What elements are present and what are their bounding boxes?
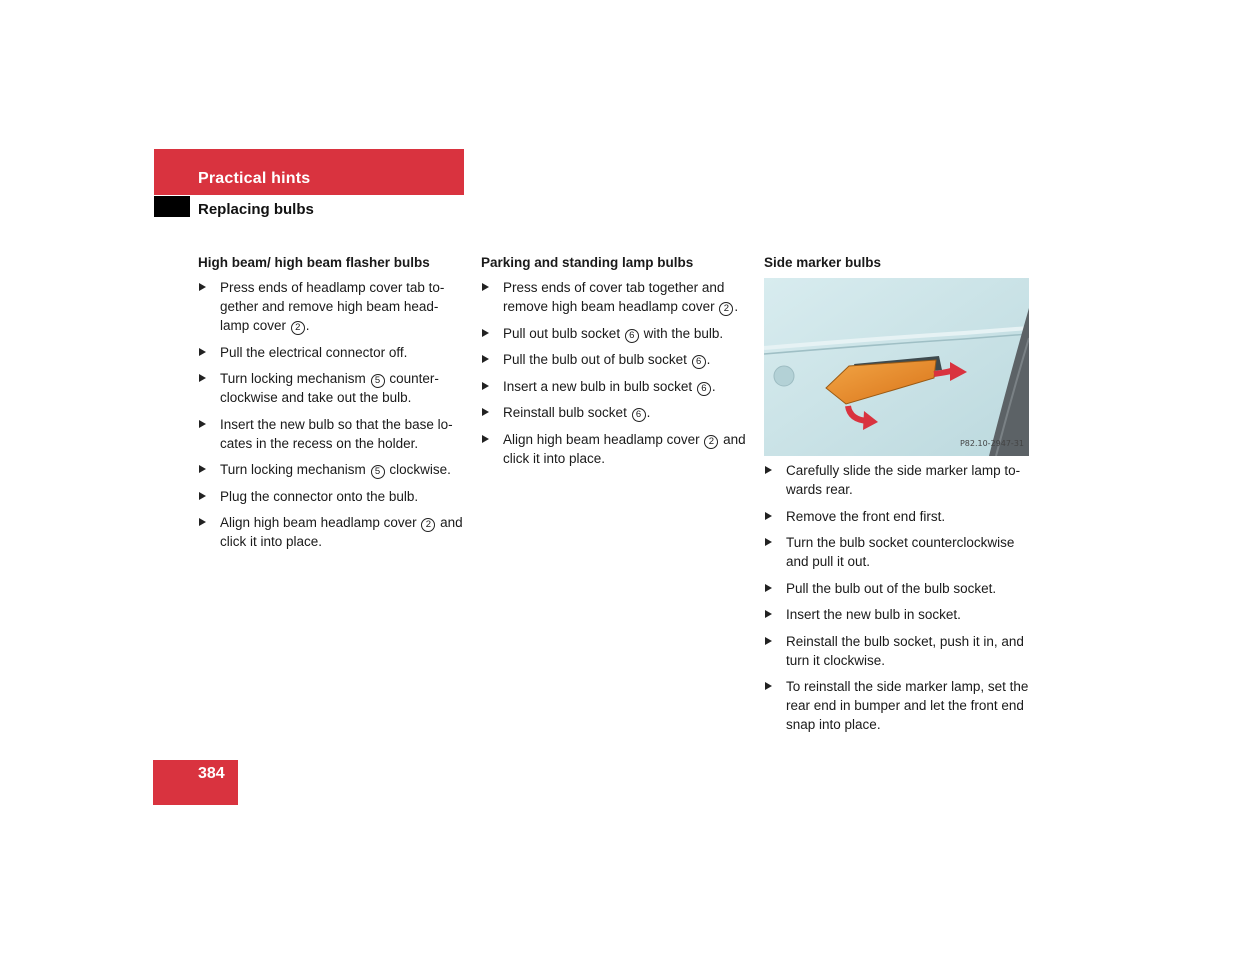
part-number-badge: 2 (719, 302, 733, 316)
step-text: Align high beam headlamp cover (503, 431, 704, 447)
bullet-arrow-icon (482, 435, 489, 443)
step-text: Turn locking mechanism (220, 462, 370, 477)
bullet-arrow-icon (199, 518, 206, 526)
step-item (764, 579, 1032, 598)
part-number-badge: 6 (692, 355, 706, 369)
step-item (764, 507, 1032, 526)
bullet-arrow-icon (199, 420, 206, 428)
step-text-tail: clockwise. (385, 462, 451, 477)
column-side-marker (764, 254, 1032, 742)
step-item (764, 605, 1032, 624)
step-text-tail: and click it into place. (220, 515, 463, 549)
bullet-arrow-icon (765, 584, 772, 592)
bullet-arrow-icon (199, 348, 206, 356)
step-text-tail: with the bulb. (639, 325, 724, 341)
step-text: Plug the connector onto the bulb. (220, 488, 419, 504)
step-text: Turn locking mechanism (220, 371, 370, 386)
bullet-arrow-icon (482, 283, 489, 291)
step-item (198, 487, 466, 506)
bullet-arrow-icon (482, 408, 489, 416)
page-number-box (153, 760, 238, 805)
part-number-badge: 2 (704, 435, 718, 449)
step-text: Pull the bulb out of bulb socket (503, 352, 691, 367)
part-number-badge: 5 (371, 374, 385, 388)
step-item (481, 350, 749, 369)
step-item (198, 460, 466, 479)
step-text: Pull the bulb out of the bulb socket. (786, 580, 997, 596)
column-heading: High beam/ high beam flasher bulbs (198, 255, 430, 270)
section-title: Practical hints (198, 170, 311, 187)
bullet-arrow-icon (765, 610, 772, 618)
step-text: Insert the new bulb so that the base lo-cates in the recess on the holder. (220, 416, 453, 451)
bullet-arrow-icon (482, 355, 489, 363)
step-text-tail: . (711, 378, 716, 394)
step-text: Remove the front end first. (786, 508, 946, 524)
step-text-tail: . (305, 318, 310, 333)
step-item (198, 278, 466, 335)
bullet-arrow-icon (765, 538, 772, 546)
step-item (481, 377, 749, 396)
step-item (481, 324, 749, 343)
figure-code: P82.10-2947-31 (959, 439, 1024, 448)
bullet-arrow-icon (765, 512, 772, 520)
column-heading: Side marker bulbs (764, 255, 882, 270)
part-number-badge: 5 (371, 465, 385, 479)
step-item (481, 278, 749, 316)
part-number-badge: 6 (632, 408, 646, 422)
part-number-badge: 2 (291, 321, 305, 335)
side-marker-illustration (764, 278, 1029, 456)
step-text: To reinstall the side marker lamp, set the rear end in bumper and let the front end snap into place. (786, 679, 1029, 732)
bullet-arrow-icon (199, 465, 206, 473)
step-list (764, 461, 1032, 734)
step-text: Carefully slide the side marker lamp to-wards rear. (786, 463, 1021, 497)
bullet-arrow-icon (765, 637, 772, 645)
step-item (198, 415, 466, 453)
step-text-tail: . (734, 299, 739, 314)
step-text-tail: . (706, 352, 711, 367)
step-text-tail: counter-clockwise and take out the bulb. (220, 371, 439, 405)
step-text: Press ends of cover tab together and remove high beam headlamp cover (503, 280, 725, 314)
step-text: Insert the new bulb in socket. (786, 607, 961, 622)
step-list (198, 278, 466, 551)
subsection-title: Replacing bulbs (198, 201, 314, 218)
step-item (764, 461, 1032, 499)
step-item (198, 343, 466, 362)
bullet-arrow-icon (482, 382, 489, 390)
subsection-marker (154, 196, 190, 217)
column-heading: Parking and standing lamp bulbs (481, 255, 694, 270)
step-text-tail: . (646, 405, 651, 420)
bullet-arrow-icon (765, 682, 772, 690)
step-item (481, 430, 749, 468)
step-item (481, 403, 749, 422)
step-text: Reinstall the bulb socket, push it in, and turn it clockwise. (786, 633, 1024, 668)
bullet-arrow-icon (765, 466, 772, 474)
step-text: Pull out bulb socket (503, 325, 624, 341)
bullet-arrow-icon (482, 329, 489, 337)
bullet-arrow-icon (199, 374, 206, 382)
part-number-badge: 6 (625, 329, 639, 343)
step-item (764, 677, 1032, 734)
column-high-beam (198, 254, 466, 559)
step-text: Align high beam headlamp cover (220, 515, 421, 530)
part-number-badge: 2 (421, 518, 435, 532)
column-parking-lamp (481, 254, 749, 475)
step-item (198, 513, 466, 551)
step-text: Insert a new bulb in bulb socket (503, 378, 696, 394)
step-text-tail: and click it into place. (503, 431, 746, 466)
bullet-arrow-icon (199, 492, 206, 500)
page-number: 384 (198, 765, 225, 782)
step-text: Press ends of headlamp cover tab to-gether and remove high beam head-lamp cover (220, 280, 445, 333)
step-item (764, 533, 1032, 571)
step-item (764, 632, 1032, 670)
part-number-badge: 6 (697, 382, 711, 396)
step-text: Reinstall bulb socket (503, 405, 631, 420)
step-text: Turn the bulb socket counterclockwise and pull it out. (786, 535, 1015, 569)
side-marker-drawing (764, 278, 1029, 456)
step-text: Pull the electrical connector off. (220, 344, 408, 360)
bullet-arrow-icon (199, 283, 206, 291)
step-item (198, 369, 466, 407)
step-list (481, 278, 749, 468)
